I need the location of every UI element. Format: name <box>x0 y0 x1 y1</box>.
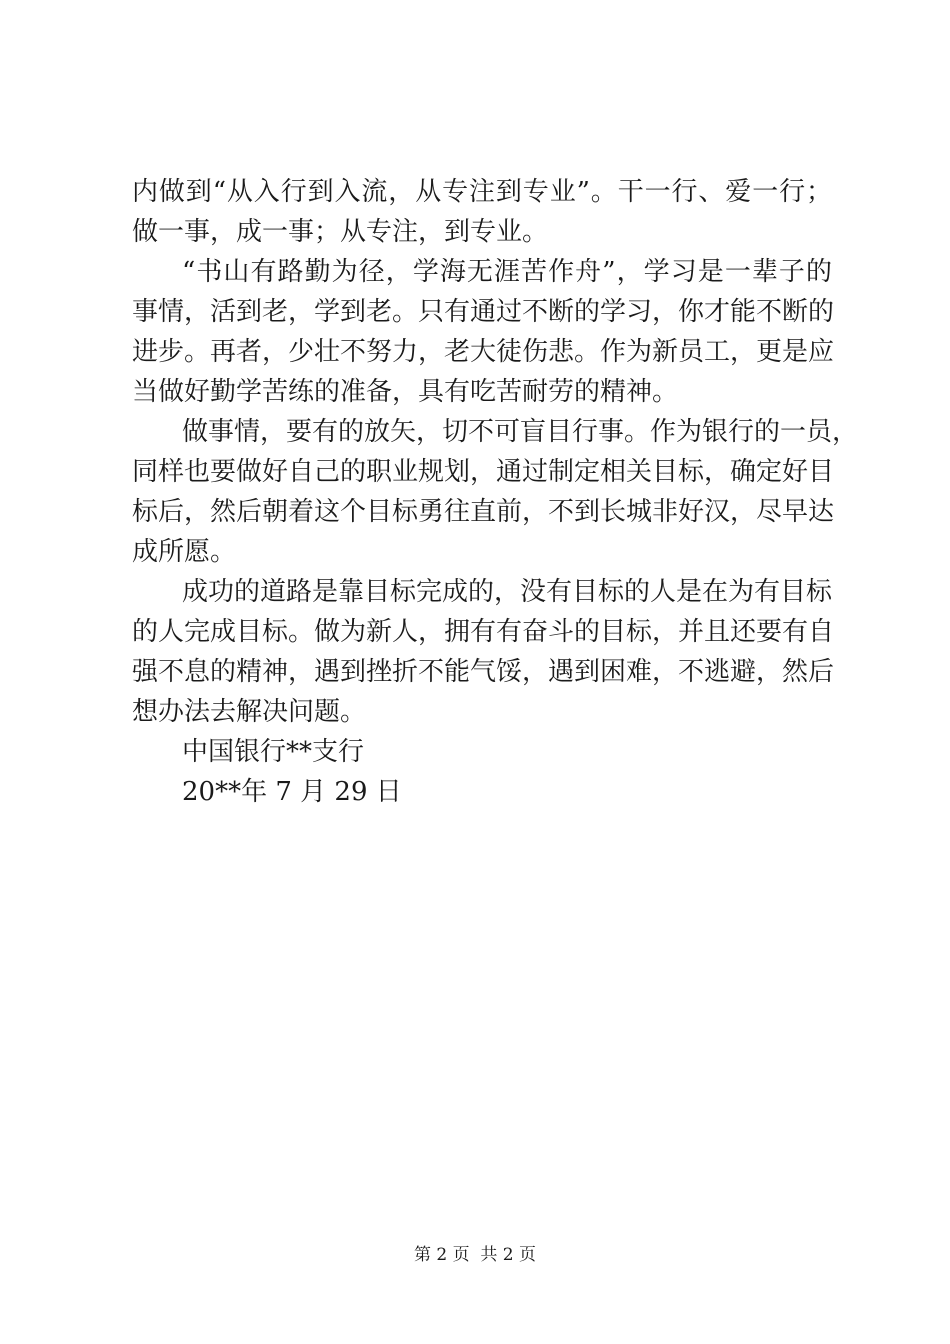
document-body <box>132 172 859 812</box>
paragraph-2 <box>132 252 835 412</box>
paragraph-line: 想办法去解决问题。 <box>132 697 367 727</box>
paragraph-line: 强不息的精神，遇到挫折不能气馁，遇到困难，不逃避，然后 <box>132 657 835 687</box>
paragraph-3 <box>132 412 859 572</box>
paragraph-line: 同样也要做好自己的职业规划，通过制定相关目标，确定好目 <box>132 457 835 487</box>
paragraph-line: 做事情，要有的放矢，切不可盲目行事。作为银行的一员， <box>182 417 859 447</box>
paragraph-line: 内做到“从入行到入流，从专注到专业”。干一行、爱一行； <box>132 177 832 207</box>
paragraph-line: 做一事，成一事；从专注，到专业。 <box>132 217 549 247</box>
paragraph-line: 进步。再者，少壮不努力，老大徒伤悲。作为新员工，更是应 <box>132 337 835 367</box>
signature-block <box>132 732 832 812</box>
paragraph-line: 成所愿。 <box>132 537 237 567</box>
paragraph-line: 标后，然后朝着这个目标勇往直前，不到长城非好汉，尽早达 <box>132 497 835 527</box>
page-number-label: 第 2 页 共 2 页 <box>413 1245 537 1265</box>
paragraph-1 <box>132 172 832 252</box>
paragraph-line: “书山有路勤为径，学海无涯苦作舟”，学习是一辈子的 <box>182 257 832 287</box>
paragraph-line: 的人完成目标。做为新人，拥有有奋斗的目标，并且还要有自 <box>132 617 835 647</box>
signature-date: 20**年 7 月 29 日 <box>182 777 402 807</box>
paragraph-4 <box>132 572 835 732</box>
paragraph-line: 事情，活到老，学到老。只有通过不断的学习，你才能不断的 <box>132 297 835 327</box>
paragraph-line: 成功的道路是靠目标完成的，没有目标的人是在为有目标 <box>182 577 833 607</box>
signature-organization: 中国银行**支行 <box>182 737 365 767</box>
page-footer <box>0 1243 950 1267</box>
paragraph-line: 当做好勤学苦练的准备，具有吃苦耐劳的精神。 <box>132 377 679 407</box>
